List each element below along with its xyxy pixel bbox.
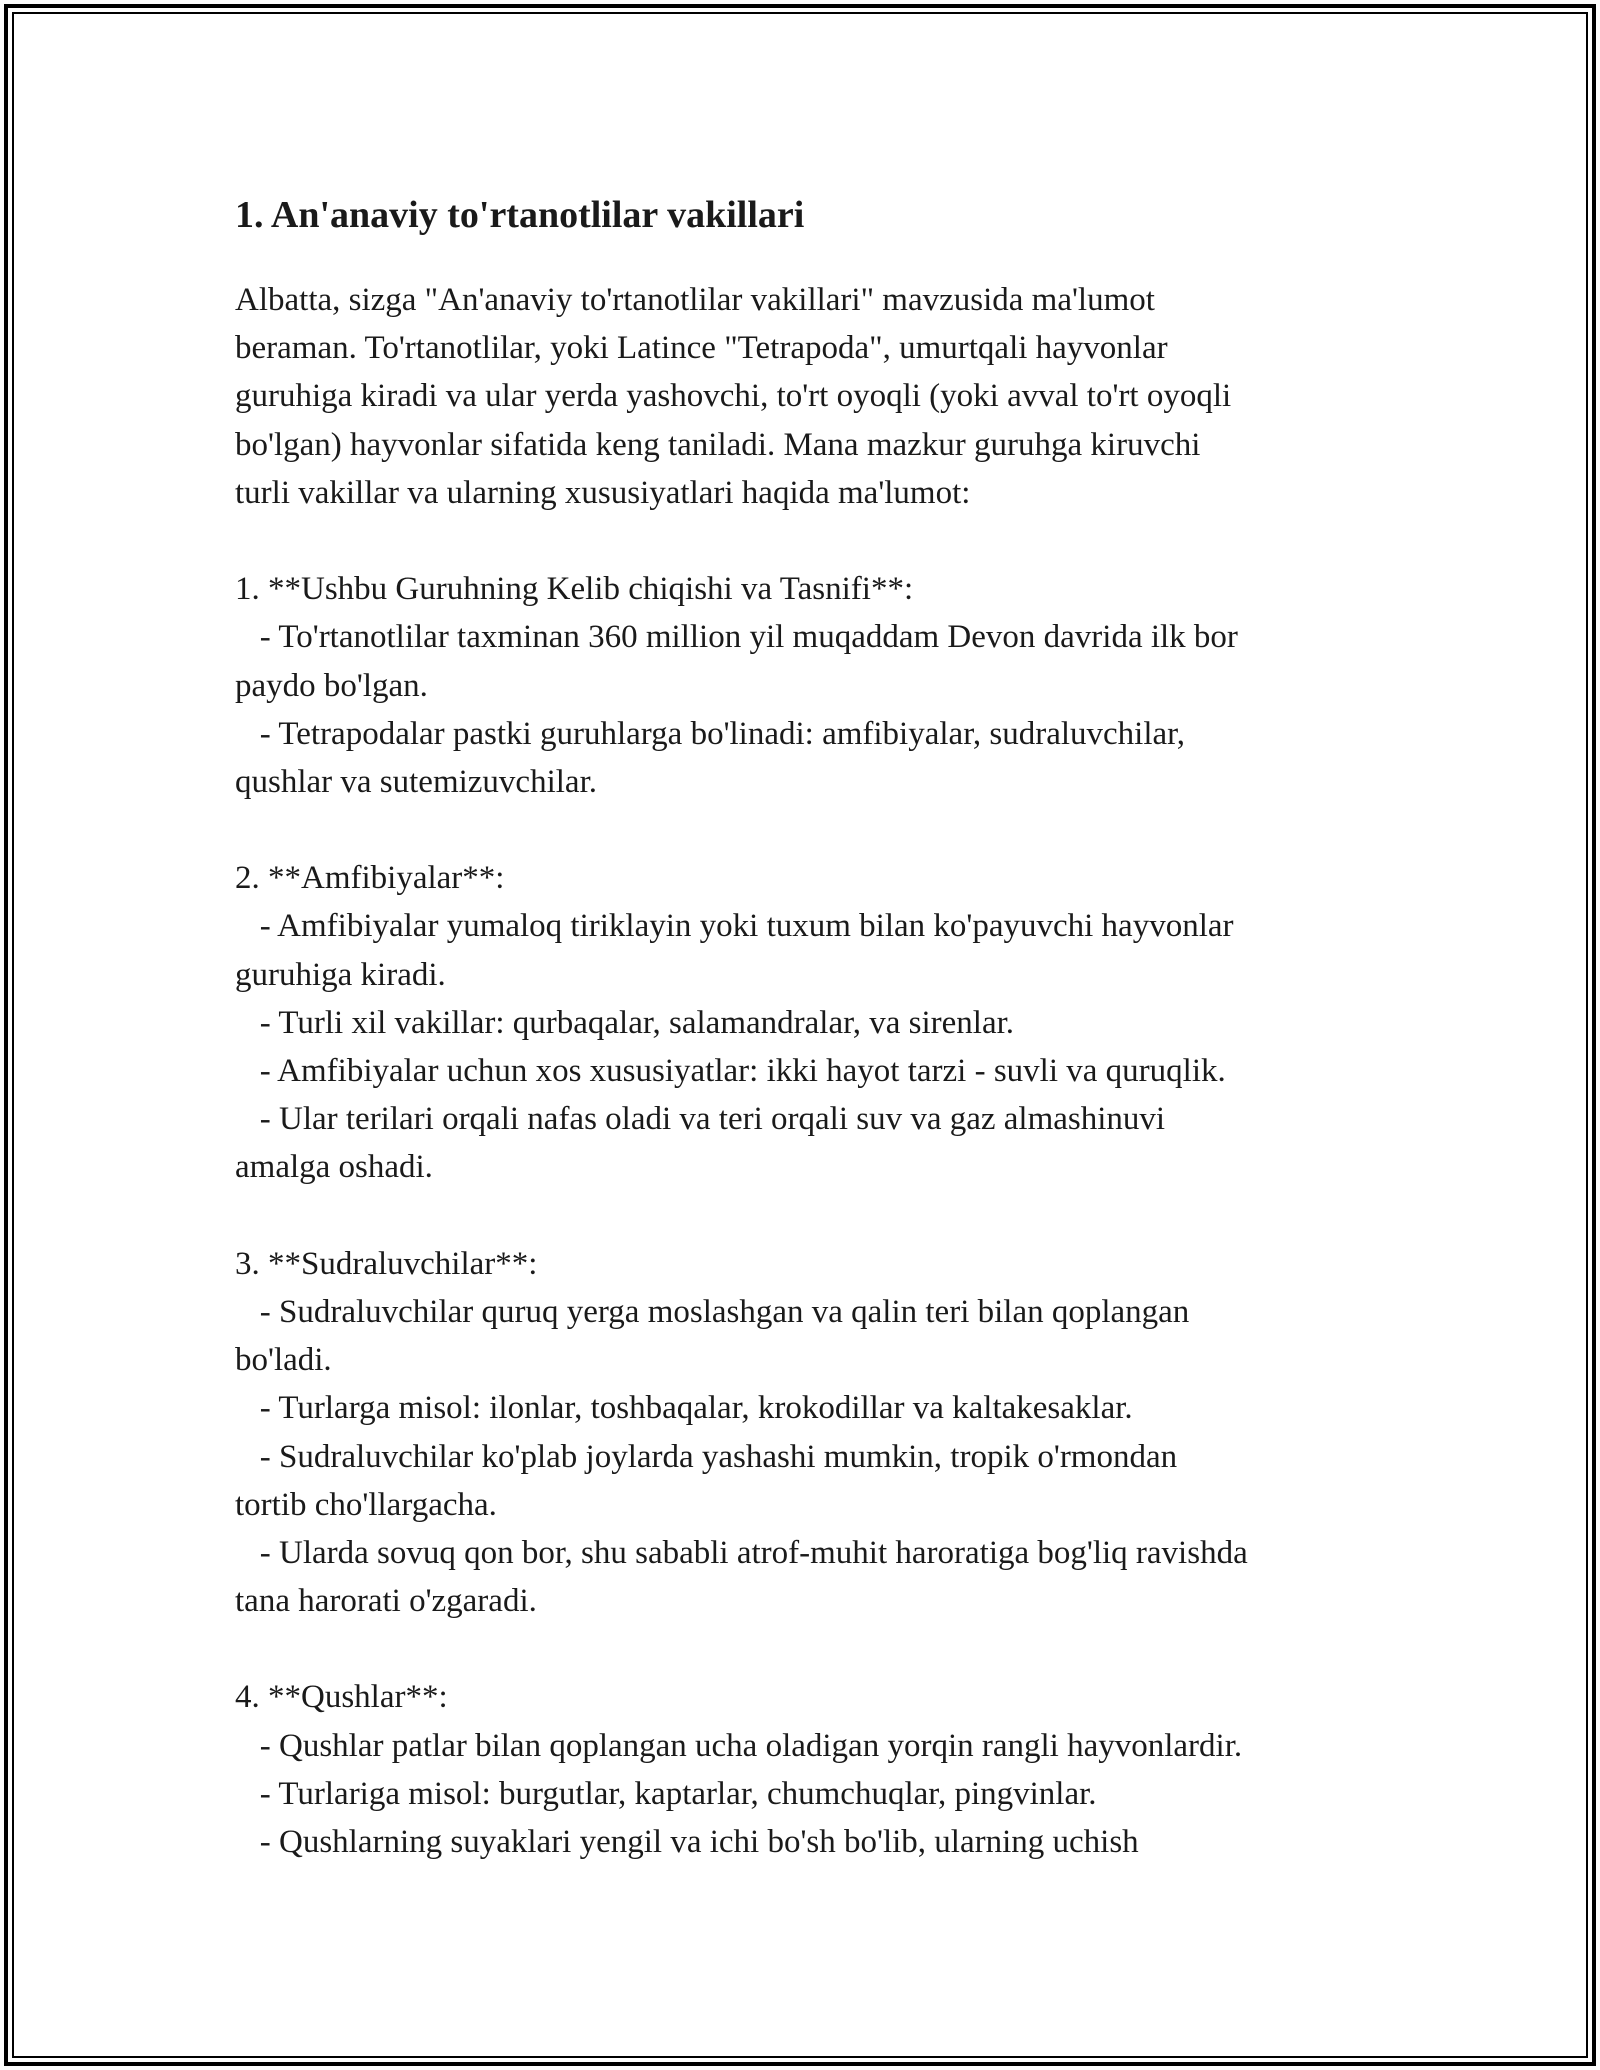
text-line: 3. **Sudraluvchilar**: xyxy=(235,1245,538,1282)
text-line: - Amfibiyalar yumaloq tiriklayin yoki tuxum bilan ko'payuvchi hayvonlar xyxy=(235,908,1234,945)
text-line: - Turlarga misol: ilonlar, toshbaqalar, krokodillar va kaltakesaklar. xyxy=(235,1390,1133,1427)
text-line: - Ular terilari orqali nafas oladi va teri orqali suv va gaz almashinuvi xyxy=(235,1101,1166,1138)
text-line: guruhiga kiradi. xyxy=(235,956,446,993)
text-line: tana harorati o'zgaradi. xyxy=(235,1583,537,1620)
text-line: 2. **Amfibiyalar**: xyxy=(235,860,505,897)
text-line: - To'rtanotlilar taxminan 360 million yil muqaddam Devon davrida ilk bor xyxy=(235,619,1238,656)
blank-line xyxy=(235,517,1385,565)
blank-line xyxy=(235,1625,1385,1673)
text-line: 4. **Qushlar**: xyxy=(235,1679,448,1716)
text-line: - Sudraluvchilar ko'plab joylarda yashashi mumkin, tropik o'rmondan xyxy=(235,1438,1178,1475)
text-line: - Qushlarning suyaklari yengil va ichi bo'sh bo'lib, ularning uchish xyxy=(235,1824,1139,1860)
text-line: - Qushlar patlar bilan qoplangan ucha oladigan yorqin rangli hayvonlardir. xyxy=(235,1727,1243,1764)
text-line: tortib cho'llargacha. xyxy=(235,1486,497,1523)
text-line: turli vakillar va ularning xususiyatlari haqida ma'lumot: xyxy=(235,474,971,511)
text-line: - Turli xil vakillar: qurbaqalar, salamandralar, va sirenlar. xyxy=(235,1004,1015,1041)
blank-line xyxy=(235,1192,1385,1240)
document-body xyxy=(235,188,1385,1866)
text-line: beraman. To'rtanotlilar, yoki Latince "Tetrapoda", umurtqali hayvonlar xyxy=(235,330,1168,367)
document-text xyxy=(235,276,1385,1866)
text-line: - Sudraluvchilar quruq yerga moslashgan va qalin teri bilan qoplangan xyxy=(235,1293,1190,1330)
text-line: Albatta, sizga "An'anaviy to'rtanotlilar vakillari" mavzusida ma'lumot xyxy=(235,282,1155,318)
blank-line xyxy=(235,806,1385,854)
text-line: - Turlariga misol: burgutlar, kaptarlar, chumchuqlar, pingvinlar. xyxy=(235,1775,1097,1812)
text-line: bo'lgan) hayvonlar sifatida keng taniladi. Mana mazkur guruhga kiruvchi xyxy=(235,426,1201,463)
text-line: - Amfibiyalar uchun xos xususiyatlar: ikki hayot tarzi - suvli va quruqlik. xyxy=(235,1053,1226,1089)
text-line: qushlar va sutemizuvchilar. xyxy=(235,763,597,800)
text-line: guruhiga kiradi va ular yerda yashovchi, to'rt oyoqli (yoki avval to'rt oyoqli xyxy=(235,378,1232,415)
document-title: 1. An'anaviy to'rtanotlilar vakillari xyxy=(235,194,805,236)
text-line: paydo bo'lgan. xyxy=(235,667,428,704)
text-line: amalga oshadi. xyxy=(235,1149,433,1186)
text-line: - Ularda sovuq qon bor, shu sababli atrof-muhit haroratiga bog'liq ravishda xyxy=(235,1534,1248,1571)
text-line: bo'ladi. xyxy=(235,1342,332,1379)
text-line: - Tetrapodalar pastki guruhlarga bo'linadi: amfibiyalar, sudraluvchilar, xyxy=(235,715,1186,752)
text-line: 1. **Ushbu Guruhning Kelib chiqishi va Tasnifi**: xyxy=(235,571,914,608)
